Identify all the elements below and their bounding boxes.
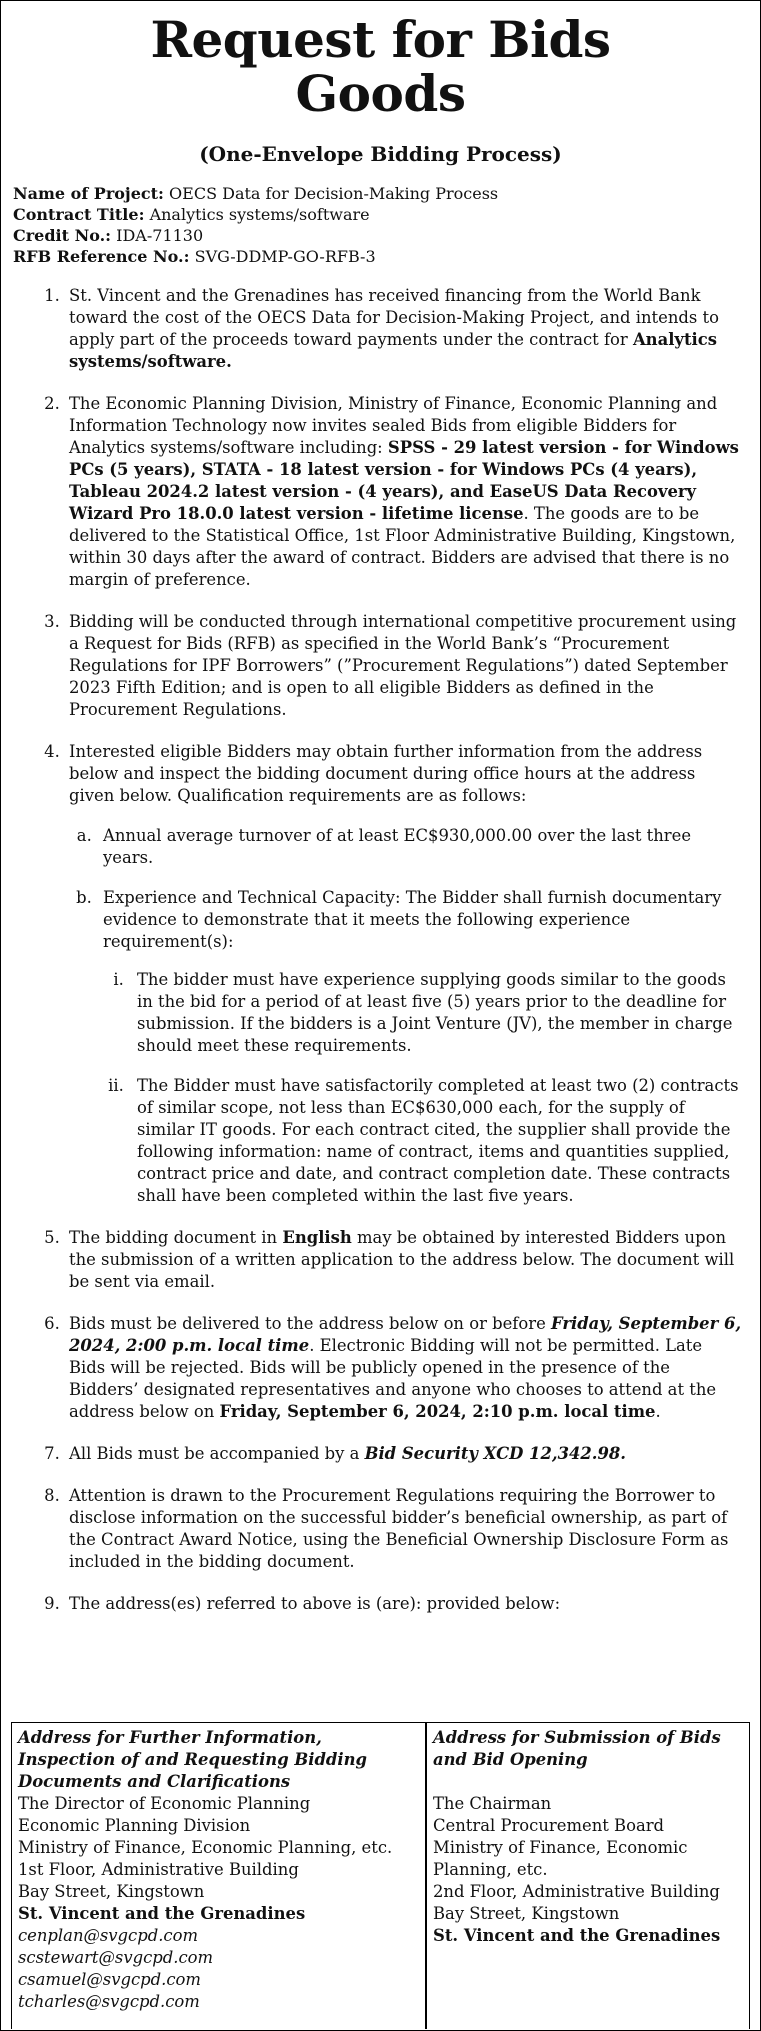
address-country: St. Vincent and the Grenadines [433, 1926, 721, 1945]
address-line: 2nd Floor, Administrative Building [433, 1882, 720, 1901]
email-link[interactable]: csamuel@svgcpd.com [18, 1970, 201, 1989]
address-line: 1st Floor, Administrative Building [18, 1860, 299, 1879]
meta-row [13, 246, 760, 267]
title-line-1: Request for Bids [150, 10, 611, 69]
meta-value: IDA-71130 [116, 226, 204, 245]
meta-label: Credit No.: [13, 226, 112, 245]
clause-8: 8. Attention is drawn to the Procurement Regulations requiring the Borrower to disclose information on the successful bidder’s beneficial ownership, as part of the Contract Award Notice, using the Beneficial Ownership Disclosure Form as included in the bidding document. [65, 1485, 742, 1573]
requirement-b: b. Experience and Technical Capacity: The Bidder shall furnish documentary evidence to demonstrate that it meets the following experience requirement(s): i. The bidder must have experience supplying goods similar to the goods in the bid for a period of at least five (5) years prior to the deadline for submission. If the bidders is a Joint Venture (JV), the member in charge should meet these requirements. ii. The Bidder must have satisfactorily completed at least two (2) contracts of similar scope, not less than EC$630,000 each, for the supply of similar IT goods. For each contract cited, the supplier shall provide the following information: name of contract, items and quantities supplied, contract price and date, and contract completion date. These contracts shall have been completed within the last five years. [97, 887, 742, 1207]
meta-label: Contract Title: [13, 205, 145, 224]
title-line-2: Goods [295, 64, 466, 123]
meta-value: Analytics systems/software [149, 205, 370, 224]
address-line: The Director of Economic Planning [18, 1794, 311, 1813]
clause-3: 3. Bidding will be conducted through international competitive procurement using a Request for Bids (RFB) as specified in the World Bank’s “Procurement Regulations for IPF Borrowers” (”Procurement Regulations”) dated September 2023 Fifth Edition; and is open to all eligible Bidders as defined in the Procurement Regulations. [65, 611, 742, 721]
meta-label: RFB Reference No.: [13, 247, 190, 266]
requirement-a: a. Annual average turnover of at least EC$930,000.00 over the last three years. [97, 825, 742, 869]
clause-6: 6. Bids must be delivered to the address below on or before Friday, September 6, 2024, 2:00 p.m. local time. Electronic Bidding will not be permitted. Late Bids will be rejected. Bids will be publicly opened in the presence of the Bidders’ designated representatives and anyone who chooses to attend at the address below on Friday, September 6, 2024, 2:10 p.m. local time. [65, 1313, 742, 1423]
email-link[interactable]: tcharles@svgcpd.com [18, 1992, 200, 2011]
clause-4: 4. Interested eligible Bidders may obtain further information from the address below and inspect the bidding document during office hours at the address given below. Qualification requirements are as follows: a. Annual average turnover of at least EC$930,000.00 over the last three years. b. Experience and Technical Capacity: The Bidder shall furnish documentary evidence to demonstrate that it meets the following experience requirement(s): i. The bidder must have experience supplying goods similar to the goods in the bid for a period of at least five (5) years prior to the deadline for submission. If the bidders is a Joint Venture (JV), the member in charge should meet these requirements. ii. The Bidder must have satisfactorily completed at least two (2) contracts of similar scope, not less than EC$630,000 each, for the supply of similar IT goods. For each contract cited, the supplier shall provide the following information: name of contract, items and quantities supplied, contract price and date, and contract completion date. These contracts shall have been completed within the last five years. [65, 741, 742, 1207]
address-submission [427, 1723, 747, 2029]
clause-1: 1. St. Vincent and the Grenadines has received financing from the World Bank toward the cost of the OECS Data for Decision-Making Project, and intends to apply part of the proceeds toward payments under the contract for Analytics systems/software. [65, 285, 742, 373]
project-meta [13, 183, 760, 267]
experience-ii: ii. The Bidder must have satisfactorily completed at least two (2) contracts of similar scope, not less than EC$630,000 each, for the supply of similar IT goods. For each contract cited, the supplier shall provide the following information: name of contract, items and quantities supplied, contract price and date, and contract completion date. These contracts shall have been completed within the last five years. [129, 1075, 742, 1207]
clause-2: 2. The Economic Planning Division, Ministry of Finance, Economic Planning and Information Technology now invites sealed Bids from eligible Bidders for Analytics systems/software including: SPSS - 29 latest version - for Windows PCs (5 years), STATA - 18 latest version - for Windows PCs (4 years), Tableau 2024.2 latest version - (4 years), and EaseUS Data Recovery Wizard Pro 18.0.0 latest version - lifetime license. The goods are to be delivered to the Statistical Office, 1st Floor Administrative Building, Kingstown, within 30 days after the award of contract. Bidders are advised that there is no margin of preference. [65, 393, 742, 591]
title [1, 10, 760, 123]
meta-label: Name of Project: [13, 184, 164, 203]
clause-9: 9. The address(es) referred to above is (are): provided below: [65, 1593, 742, 1615]
experience-list [103, 969, 742, 1207]
email-link[interactable]: scstewart@svgcpd.com [18, 1948, 214, 1967]
meta-row [13, 183, 760, 204]
clause-5: 5. The bidding document in English may be obtained by interested Bidders upon the submission of a written application to the address below. The document will be sent via email. [65, 1227, 742, 1293]
address-further-info [12, 1723, 427, 2029]
address-table [11, 1722, 750, 2029]
meta-value: SVG-DDMP-GO-RFB-3 [194, 247, 376, 266]
address-line: Bay Street, Kingstown [18, 1882, 205, 1901]
address-line: Economic Planning Division [18, 1816, 251, 1835]
clause-7: 7. All Bids must be accompanied by a Bid Security XCD 12,342.98. [65, 1443, 742, 1465]
meta-row [13, 204, 760, 225]
address-country: St. Vincent and the Grenadines [18, 1904, 306, 1923]
meta-value: OECS Data for Decision-Making Process [169, 184, 499, 203]
qualification-list [69, 825, 742, 1207]
address-line: The Chairman [433, 1794, 552, 1813]
email-link[interactable]: cenplan@svgcpd.com [18, 1926, 199, 1945]
address-line: Ministry of Finance, Economic Planning, etc. [18, 1838, 393, 1857]
address-heading: Address for Submission of Bids and Bid Opening [433, 1728, 721, 1769]
subtitle: (One-Envelope Bidding Process) [199, 142, 562, 166]
clauses-list [1, 285, 760, 1615]
address-line: Bay Street, Kingstown [433, 1904, 620, 1923]
address-line: Central Procurement Board [433, 1816, 665, 1835]
meta-row [13, 225, 760, 246]
experience-i: i. The bidder must have experience supplying goods similar to the goods in the bid for a period of at least five (5) years prior to the deadline for submission. If the bidders is a Joint Venture (JV), the member in charge should meet these requirements. [129, 969, 742, 1057]
address-line: Ministry of Finance, Economic Planning, etc. [433, 1838, 688, 1879]
address-heading: Address for Further Information, Inspection of and Requesting Bidding Documents and Clarifications [18, 1728, 367, 1791]
